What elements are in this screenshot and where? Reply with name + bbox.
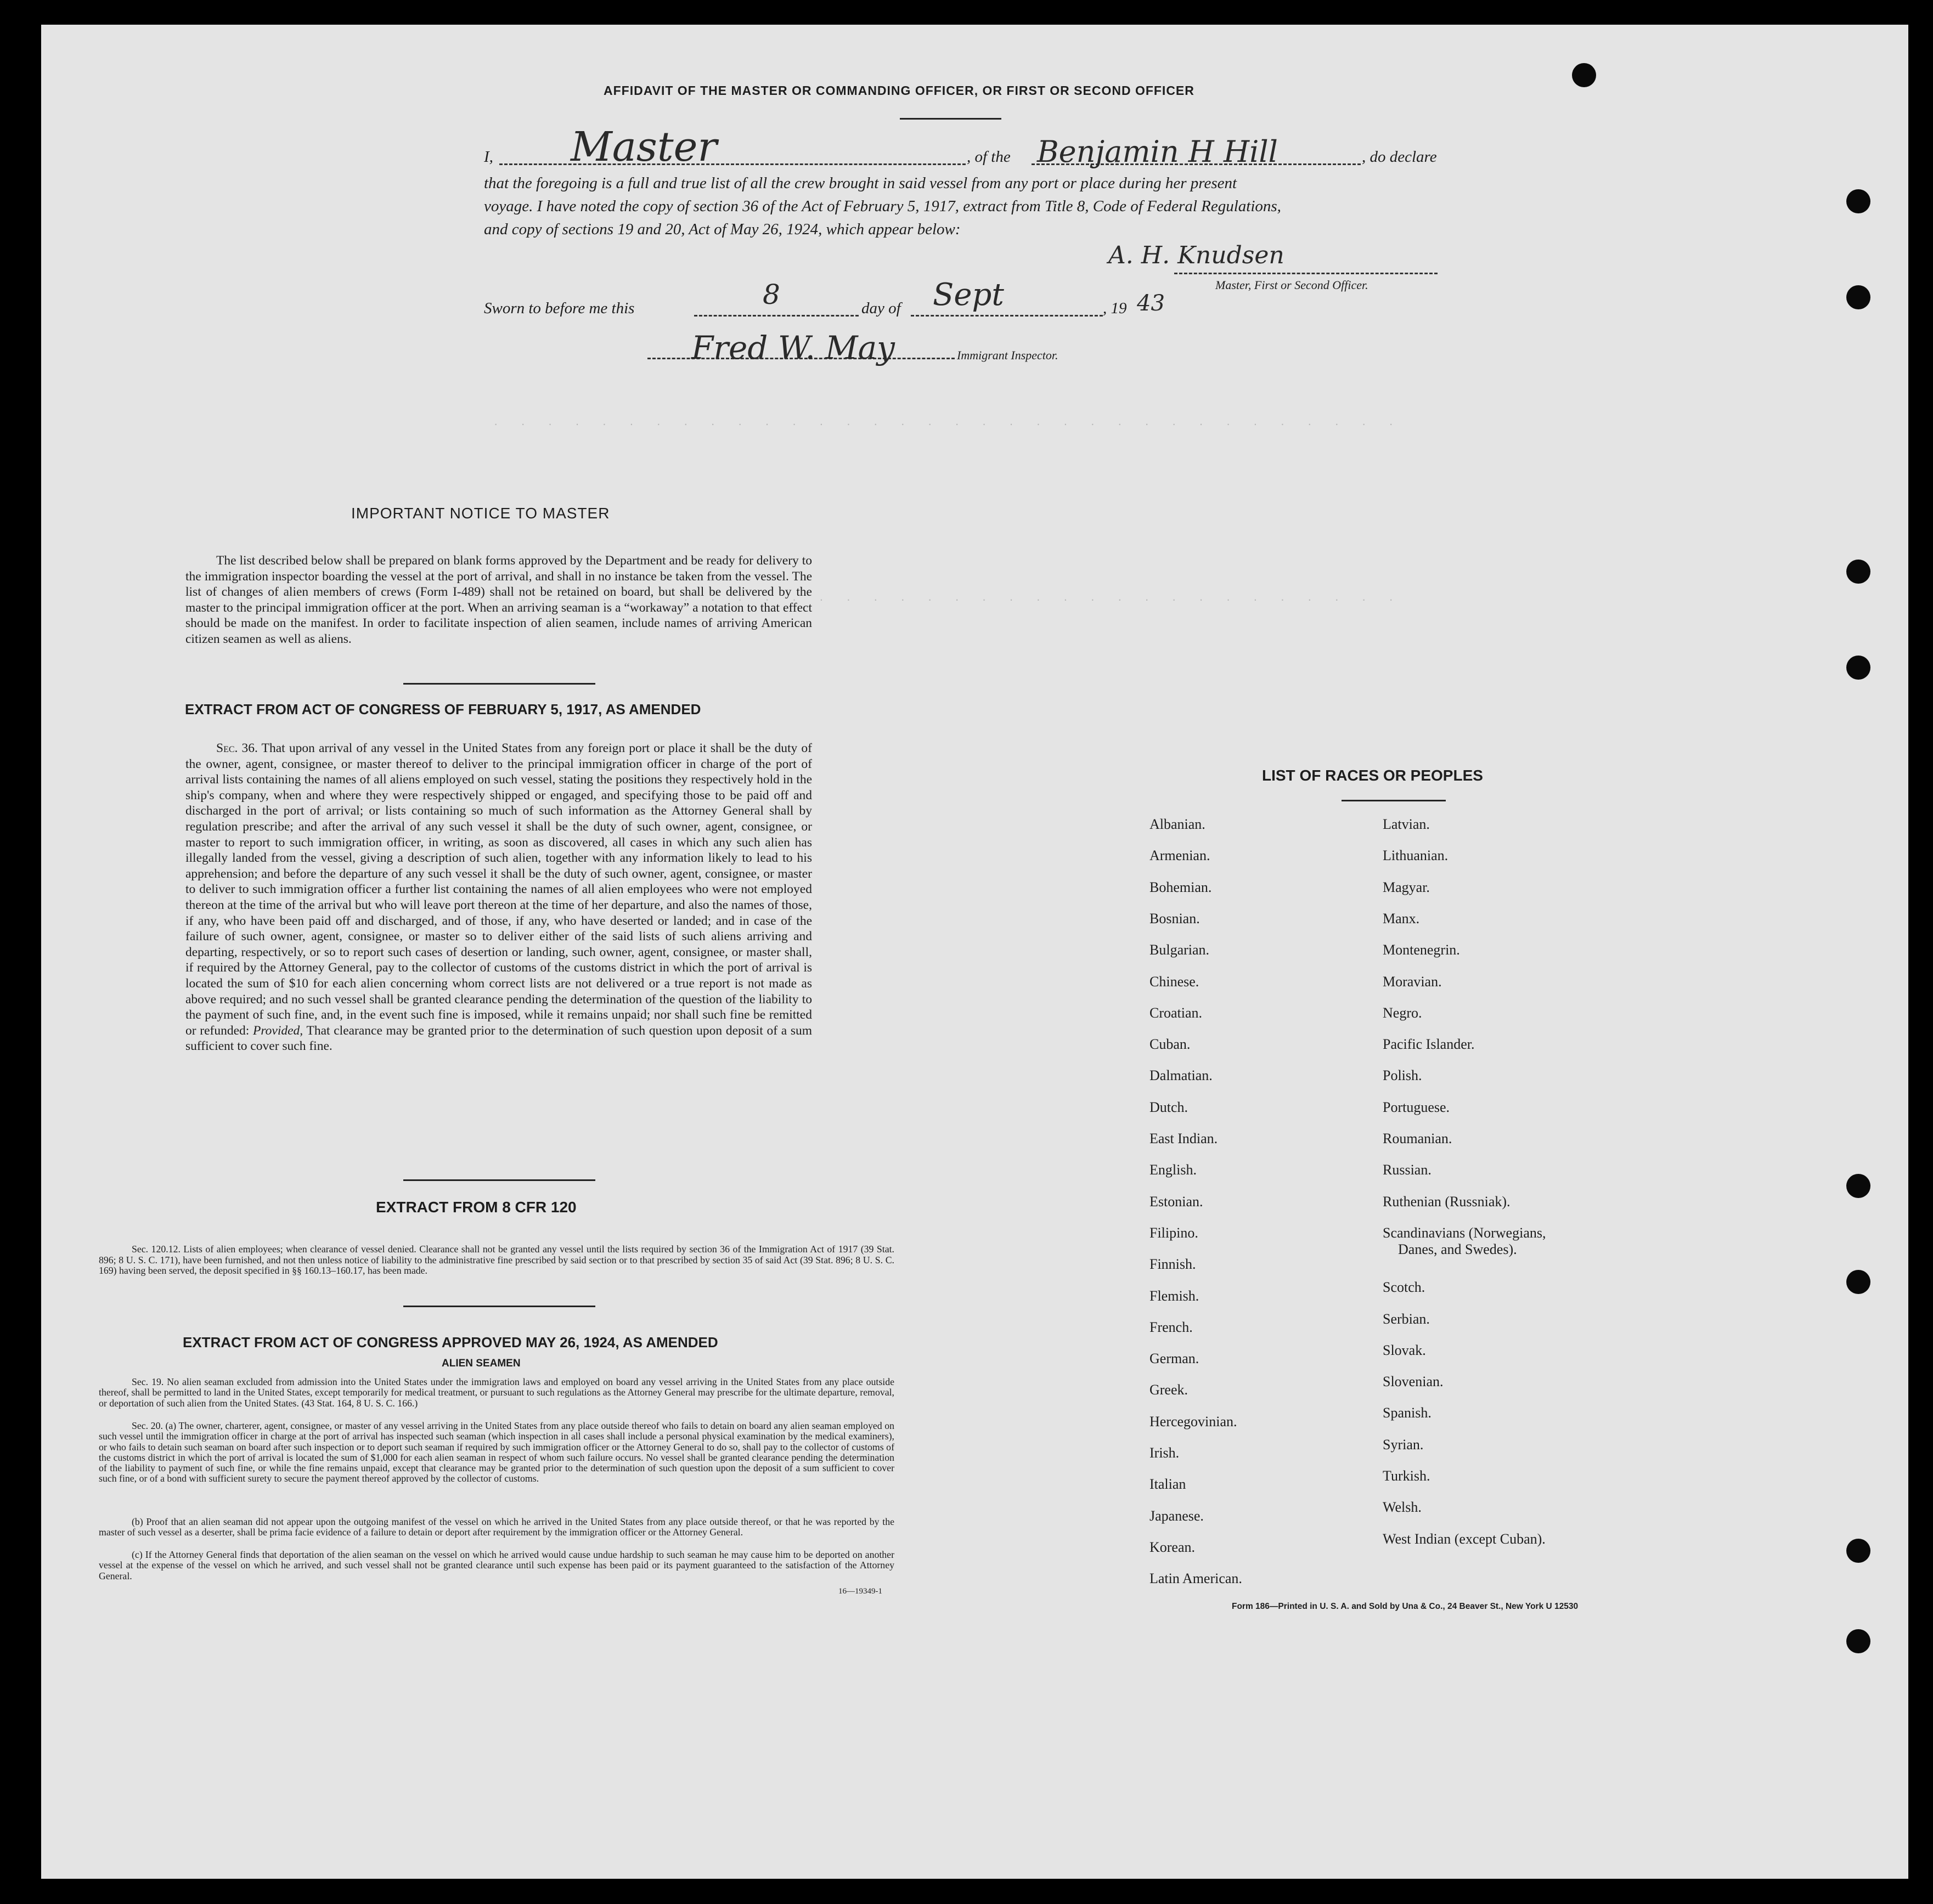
master-signature: A. H. Knudsen	[1108, 241, 1284, 269]
race-item-right: Russian.	[1383, 1162, 1432, 1178]
race-item-right: Danes, and Swedes).	[1398, 1241, 1517, 1257]
sworn-text: Sworn to before me this	[484, 300, 635, 317]
race-item-left: Bulgarian.	[1149, 942, 1210, 958]
race-item-left: Bohemian.	[1149, 879, 1212, 895]
extract-1924-sec20b: (b) Proof that an alien seaman did not appear upon the outgoing manifest of the vessel on which he arrived in the United States from any place outside thereof, or that he was reported by the master of such vessel as a deserter, shall be prima facie evidence of a failure to detain or deport after requirement by the immigration officer or the Attorney General.	[99, 1516, 894, 1538]
divider	[403, 1179, 595, 1181]
race-item-left: Filipino.	[1149, 1224, 1198, 1241]
binder-hole	[1846, 1629, 1870, 1653]
section-text-end: That clearance may be granted prior to the determination of such question upon deposit of a sum sufficient to cover such fine.	[185, 1023, 813, 1054]
day-handwritten: 8	[763, 279, 780, 310]
race-item-right: Negro.	[1383, 1004, 1422, 1021]
race-item-right: Slovak.	[1383, 1342, 1426, 1358]
extract-1924-sec20a: Sec. 20. (a) The owner, charterer, agent, consignee, or master of any vessel arriving in the United States from any place outside thereof who fails to detain on board any alien seaman employed on such vessel until the immigration officer in charge at the port of arrival has inspected such seaman (which inspection in all cases shall include a personal physical examination by the medical examiners), or who fails to detain such seaman on board after such inspection or to deport such seaman if required by such immigration officer or the Attorney General to do so, shall pay to the collector of customs of the customs district in which the port of arrival is located the sum of $1,000 for each alien seaman in respect of whom such failure occurs. No vessel shall be granted clearance pending the determination of the liability to payment of such fine, or while the fine remains unpaid, except that clearance may be granted prior to the determination of such question upon the deposit of a sum sufficient to cover such fine, or of a bond with sufficient surety to secure the payment thereof approved by the collector of customs.	[99, 1420, 894, 1484]
binder-hole	[1846, 285, 1870, 309]
affidavit-title: AFFIDAVIT OF THE MASTER OR COMMANDING OFFICER, OR FIRST OR SECOND OFFICER	[604, 83, 1194, 98]
binder-hole	[1846, 656, 1870, 680]
affidavit-line-4: and copy of sections 19 and 20, Act of May 26, 1924, which appear below:	[484, 221, 961, 238]
binder-hole	[1846, 189, 1870, 213]
binder-hole	[1846, 1174, 1870, 1198]
race-item-left: Chinese.	[1149, 973, 1199, 990]
race-item-left: Dalmatian.	[1149, 1067, 1213, 1084]
section-label: Sec. 36.	[216, 741, 258, 755]
race-item-right: Turkish.	[1383, 1468, 1430, 1484]
race-item-left: Finnish.	[1149, 1256, 1196, 1273]
extract-1924-subtitle: ALIEN SEAMEN	[442, 1358, 521, 1369]
provided-word: Provided,	[253, 1023, 303, 1038]
race-item-right: Spanish.	[1383, 1405, 1432, 1421]
master-signature-line	[1174, 273, 1438, 274]
binder-hole	[1846, 1539, 1870, 1563]
race-item-right: Welsh.	[1383, 1499, 1422, 1516]
races-title: LIST OF RACES OR PEOPLES	[1262, 767, 1483, 784]
race-item-right: Lithuanian.	[1383, 848, 1449, 864]
divider	[1342, 800, 1446, 801]
form-number: 16—19349-1	[838, 1587, 882, 1596]
extract-cfr-title: EXTRACT FROM 8 CFR 120	[376, 1199, 577, 1216]
race-item-left: Cuban.	[1149, 1036, 1191, 1053]
extract-1917-title: EXTRACT FROM ACT OF CONGRESS OF FEBRUARY 5, 1917, AS AMENDED	[185, 701, 701, 717]
race-item-left: Hercegovinian.	[1149, 1413, 1237, 1430]
race-item-right: Roumanian.	[1383, 1131, 1452, 1146]
race-item-right: Polish.	[1383, 1067, 1422, 1084]
binder-hole	[1572, 63, 1596, 87]
affidavit-i: I,	[484, 148, 493, 166]
race-item-right: Latvian.	[1383, 816, 1430, 832]
race-item-left: Italian	[1149, 1476, 1186, 1493]
year-handwritten: 43	[1137, 291, 1165, 316]
race-item-right: Slovenian.	[1383, 1374, 1444, 1390]
race-item-right: Serbian.	[1383, 1310, 1430, 1327]
affidavit-line-2: that the foregoing is a full and true list of all the crew brought in said vessel from any port or place during her present	[484, 174, 1237, 192]
divider	[403, 683, 595, 685]
section-text: That upon arrival of any vessel in the United States from any foreign port or place it shall be the duty of the owner, agent, consignee, or master thereof to deliver to the principal immigration officer in charge of the port of arrival lists containing the names of all aliens employed on such vessel, stating the positions they respectively hold in the ship's company, when and where they were respectively shipped or engaged, and specifying those to be paid off and discharged in the port of arrival; or lists containing so much of such information as the Attorney General shall by regulation prescribe; and after the arrival of any such vessel it shall be the duty of such owner, agent, consignee, or master to report to such immigration officer, in writing, as soon as discovered, all cases in which any such alien has illegally landed from the vessel, giving a description of such alien, together with any information likely to lead to his apprehension; and before the departure of any such vessel it shall be the duty of such owner, agent, consignee, or master to deliver to such immigration officer a further list containing the names of all alien employees who were not employed thereon at the time of the arrival but who will leave port thereon at the time of her departure, and also the names of those, if any, who have been paid off and discharged, and of those, if any, who have deserted or landed; and in case of the failure of such owner, agent, consignee, or master so to deliver either of the said lists of such aliens arriving and departing, respectively, or so to report such cases of desertion or landing, such owner, agent, consignee, or master shall, if required by the Attorney General, pay to the collector of customs of the customs district in which the port of arrival is located the sum of $10 for each alien concerning whom correct lists are not delivered or a true report is not made as above required; and no such vessel shall be granted clearance pending the determination of the question of the liability to the payment of such fine, and, in the event such fine is imposed, while it remains unpaid; nor shall such fine be remitted or refunded:	[185, 741, 813, 1038]
bleed-through-artifact: · · · · · · · · · · · · · · · · · · · · · · · · · · · · · · · · · ·	[494, 417, 1403, 431]
notice-title: IMPORTANT NOTICE TO MASTER	[351, 505, 610, 522]
inspector-caption: Immigrant Inspector.	[957, 348, 1058, 362]
race-item-right: West Indian (except Cuban).	[1383, 1530, 1546, 1547]
race-item-left: English.	[1149, 1162, 1197, 1178]
race-item-left: Flemish.	[1149, 1287, 1199, 1304]
race-item-left: Estonian.	[1149, 1193, 1203, 1210]
race-item-left: East Indian.	[1149, 1131, 1218, 1146]
race-item-left: Japanese.	[1149, 1507, 1204, 1524]
month-handwritten: Sept	[933, 277, 1004, 313]
race-item-right: Moravian.	[1383, 973, 1442, 990]
race-item-right: Ruthenian (Russniak).	[1383, 1193, 1511, 1210]
extract-1924-title: EXTRACT FROM ACT OF CONGRESS APPROVED MAY 26, 1924, AS AMENDED	[183, 1334, 718, 1351]
master-name-handwritten: Master	[571, 123, 717, 171]
day-of-text: day of	[861, 300, 901, 317]
notice-body: The list described below shall be prepared on blank forms approved by the Department and be ready for delivery to the immigration inspector boarding the vessel at the port of arrival, and shall in no instance be taken from the vessel. The list of changes of alien members of crews (Form I-489) shall not be retained on board, but shall be delivered by the master to the principal immigration officer at the port. When an arriving seaman is a “workaway” a notation to that effect should be made on the manifest. In order to facilitate inspection of alien seamen, include names of arriving American citizen seamen as well as aliens.	[185, 553, 812, 646]
binder-hole	[1846, 1270, 1870, 1294]
race-item-left: Albanian.	[1149, 816, 1205, 832]
affidavit-line-3: voyage. I have noted the copy of section 36 of the Act of February 5, 1917, extract from Title 8, Code of Federal Regulations,	[484, 197, 1281, 215]
race-item-left: French.	[1149, 1319, 1193, 1335]
master-caption: Master, First or Second Officer.	[1215, 278, 1368, 292]
race-item-left: German.	[1149, 1351, 1199, 1367]
year-prefix: , 19	[1103, 300, 1127, 317]
divider	[900, 118, 1001, 120]
month-line	[911, 315, 1103, 317]
name-line	[499, 163, 966, 165]
binder-hole	[1846, 560, 1870, 584]
race-item-right: Scandinavians (Norwegians,	[1383, 1224, 1546, 1241]
do-declare-text: , do declare	[1362, 148, 1437, 166]
race-item-left: Dutch.	[1149, 1099, 1188, 1115]
race-item-left: Greek.	[1149, 1382, 1188, 1398]
vessel-name-handwritten: Benjamin H Hill	[1037, 134, 1278, 169]
race-item-left: Irish.	[1149, 1445, 1180, 1461]
race-item-left: Armenian.	[1149, 848, 1210, 864]
race-item-left: Korean.	[1149, 1539, 1196, 1555]
race-item-right: Montenegrin.	[1383, 942, 1460, 958]
race-item-right: Magyar.	[1383, 879, 1430, 895]
race-item-right: Pacific Islander.	[1383, 1036, 1475, 1053]
extract-1924-sec19: Sec. 19. No alien seaman excluded from admission into the United States under the immigration laws and employed on board any vessel arriving in the United States from any place outside thereof, shall be permitted to land in the United States, except temporarily for medical treatment, or pursuant to such regulations as the Attorney General may prescribe for the ultimate departure, removal, or deportation of such alien from the United States. (43 Stat. 164, 8 U. S. C. 166.)	[99, 1376, 894, 1409]
race-item-left: Bosnian.	[1149, 910, 1200, 926]
day-line	[694, 315, 859, 317]
extract-cfr-body: Sec. 120.12. Lists of alien employees; when clearance of vessel denied. Clearance shall not be granted any vessel until the lists required by section 36 of the Immigration Act of 1917 (39 Stat. 896; 8 U. S. C. 171), have been furnished, and not then unless notice of liability to the administrative fine prescribed by said section or to that prescribed by section 35 of said Act (39 Stat. 896; 8 U. S. C. 169) having been served, the deposit specified in §§ 160.13–160.17, has been made.	[99, 1244, 894, 1276]
race-item-right: Scotch.	[1383, 1279, 1425, 1296]
printer-footer: Form 186—Printed in U. S. A. and Sold by Una & Co., 24 Beaver St., New York U 12530	[1232, 1602, 1579, 1611]
of-the-text: , of the	[967, 148, 1011, 166]
race-item-left: Latin American.	[1149, 1570, 1242, 1587]
race-item-right: Manx.	[1383, 910, 1420, 926]
divider	[403, 1306, 595, 1307]
bleed-through-artifact: · · · · · · · · · · · · · · · · · · · · · · · · · · · · · · · · · ·	[494, 592, 1403, 606]
race-item-right: Portuguese.	[1383, 1099, 1450, 1115]
extract-1924-sec20c: (c) If the Attorney General finds that deportation of the alien seaman on the vessel on which he arrived would cause undue hardship to such seaman he may cause him to be deported on another vessel at the expense of the vessel on which he arrived, and such vessel shall not be granted clearance until such expense has been paid or its payment guaranteed to the satisfaction of the Attorney General.	[99, 1549, 894, 1581]
race-item-left: Croatian.	[1149, 1004, 1203, 1021]
inspector-signature: Fred W. May	[691, 329, 895, 366]
extract-1917-body	[185, 741, 812, 1054]
race-item-right: Syrian.	[1383, 1436, 1424, 1453]
